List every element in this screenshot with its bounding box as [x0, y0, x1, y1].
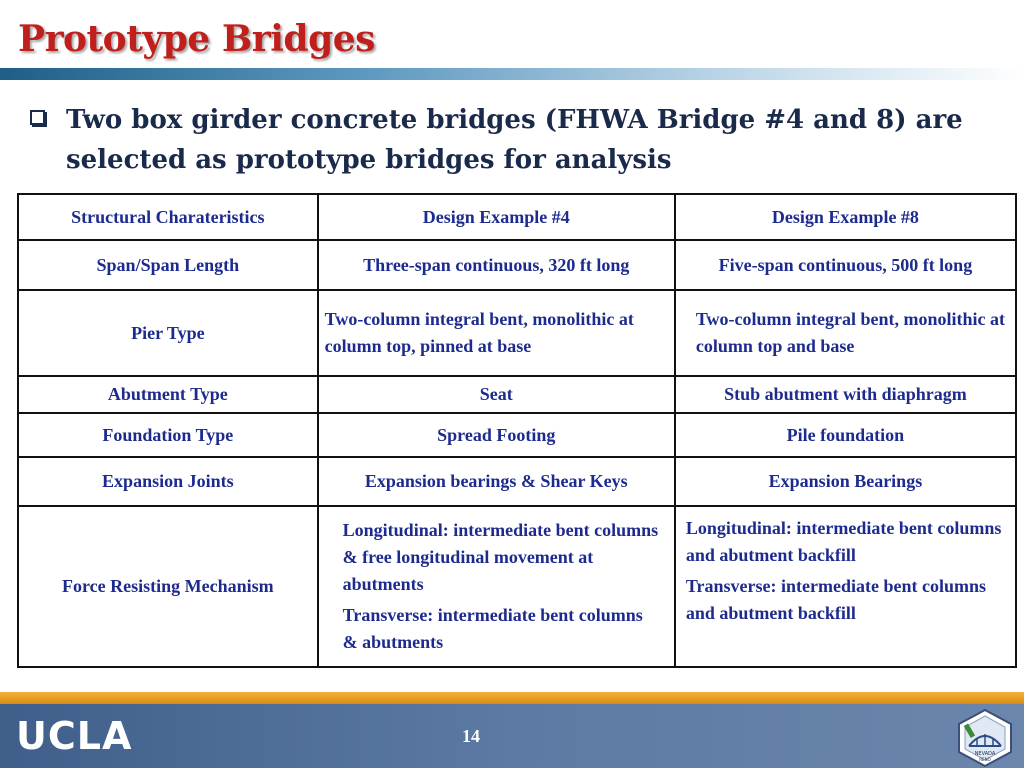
- table-cell: Five-span continuous, 500 ft long: [675, 240, 1016, 290]
- table-row: [18, 506, 1016, 667]
- page-number: 14: [462, 726, 480, 746]
- row-label: Abutment Type: [18, 376, 318, 413]
- transverse-text: Transverse: intermediate bent columns & abutments: [342, 605, 643, 652]
- table-cell: Three-span continuous, 320 ft long: [318, 240, 675, 290]
- bullet-point: [30, 100, 990, 180]
- table-cell: Two-column integral bent, monolithic at column top and base: [675, 290, 1016, 376]
- row-label: Expansion Joints: [18, 457, 318, 506]
- transverse-text: Transverse: intermediate bent columns and abutment backfill: [685, 576, 986, 623]
- table-cell: Spread Footing: [318, 413, 675, 457]
- header-cell: Design Example #8: [675, 194, 1016, 240]
- footer-accent-band: [0, 692, 1024, 704]
- table-cell: Pile foundation: [675, 413, 1016, 457]
- row-label: Foundation Type: [18, 413, 318, 457]
- table-cell: Two-column integral bent, monolithic at column top, pinned at base: [318, 290, 675, 376]
- mechanism-cell: [318, 506, 675, 667]
- table-row: [18, 290, 1016, 376]
- mechanism-cell: [675, 506, 1016, 667]
- svg-text:RENO: RENO: [979, 757, 991, 762]
- table-cell: Seat: [318, 376, 675, 413]
- university-seal-icon: [955, 708, 1015, 768]
- title-underline-bar: [0, 68, 1024, 80]
- table-cell: Expansion Bearings: [675, 457, 1016, 506]
- header-cell: Design Example #4: [318, 194, 675, 240]
- table-cell: Stub abutment with diaphragm: [675, 376, 1016, 413]
- row-label: Force Resisting Mechanism: [18, 506, 318, 667]
- checkbox-bullet-icon: [30, 110, 45, 125]
- table-row: [18, 413, 1016, 457]
- comparison-table: [17, 193, 1017, 668]
- header-cell: Structural Charateristics: [18, 194, 318, 240]
- table-row: [18, 457, 1016, 506]
- row-label: Pier Type: [18, 290, 318, 376]
- table-row: [18, 376, 1016, 413]
- table-row: [18, 240, 1016, 290]
- row-label: Span/Span Length: [18, 240, 318, 290]
- ucla-logo: UCLA: [16, 714, 133, 758]
- slide-footer: [0, 704, 1024, 768]
- longitudinal-text: Longitudinal: intermediate bent columns and abutment backfill: [685, 518, 1002, 565]
- table-cell: Expansion bearings & Shear Keys: [318, 457, 675, 506]
- longitudinal-text: Longitudinal: intermediate bent columns & free longitudinal movement at abutments: [342, 520, 659, 594]
- table-header-row: [18, 194, 1016, 240]
- svg-text:NEVADA: NEVADA: [974, 751, 996, 757]
- bullet-text: Two box girder concrete bridges (FHWA Bridge #4 and 8) are selected as prototype bridges for analysis: [66, 105, 963, 175]
- slide-title: Prototype Bridges: [18, 18, 375, 60]
